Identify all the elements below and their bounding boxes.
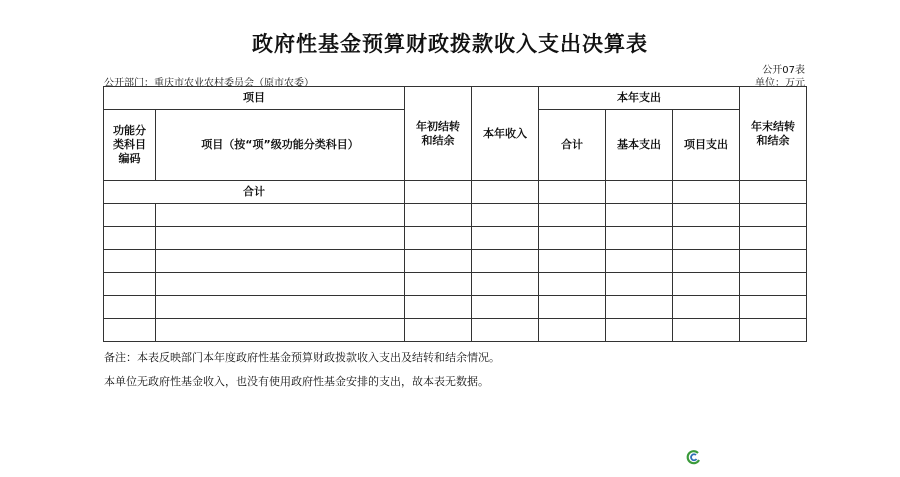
table-row	[104, 296, 807, 319]
header-project: 项目	[104, 87, 405, 110]
form-number: 公开07表	[762, 65, 805, 76]
header-begin-balance: 年初结转和结余	[405, 87, 472, 181]
table-row	[104, 273, 807, 296]
table-cell	[673, 181, 740, 204]
table-row	[104, 319, 807, 342]
header-expense: 本年支出	[539, 87, 740, 110]
table-cell	[405, 181, 472, 204]
table-cell	[606, 181, 673, 204]
total-label: 合计	[104, 181, 405, 204]
total-row	[104, 181, 807, 204]
budget-table	[103, 86, 807, 342]
header-end-balance: 年末结转和结余	[740, 87, 807, 181]
department-label: 公开部门：重庆市农业农村委员会（原市农委）	[104, 78, 314, 89]
header-expense-total: 合计	[539, 110, 606, 181]
unit-label: 单位：万元	[755, 78, 805, 89]
table-cell	[472, 181, 539, 204]
table-row	[104, 250, 807, 273]
header-income: 本年收入	[472, 87, 539, 181]
note-no-data: 本单位无政府性基金收入，也没有使用政府性基金安排的支出，故本表无数据。	[104, 375, 489, 388]
table-cell	[539, 181, 606, 204]
header-project-expense: 项目支出	[673, 110, 740, 181]
page-title: 政府性基金预算财政拨款收入支出决算表	[252, 31, 648, 56]
header-basic-expense: 基本支出	[606, 110, 673, 181]
table-cell	[740, 181, 807, 204]
table-row	[104, 227, 807, 250]
note-remark: 备注：本表反映部门本年度政府性基金预算财政拨款收入支出及结转和结余情况。	[104, 351, 500, 364]
watermark-logo-icon	[686, 449, 702, 465]
header-code: 功能分类科目编码	[104, 110, 156, 181]
table-row	[104, 204, 807, 227]
header-project-name: 项目（按“项”级功能分类科目）	[156, 110, 405, 181]
